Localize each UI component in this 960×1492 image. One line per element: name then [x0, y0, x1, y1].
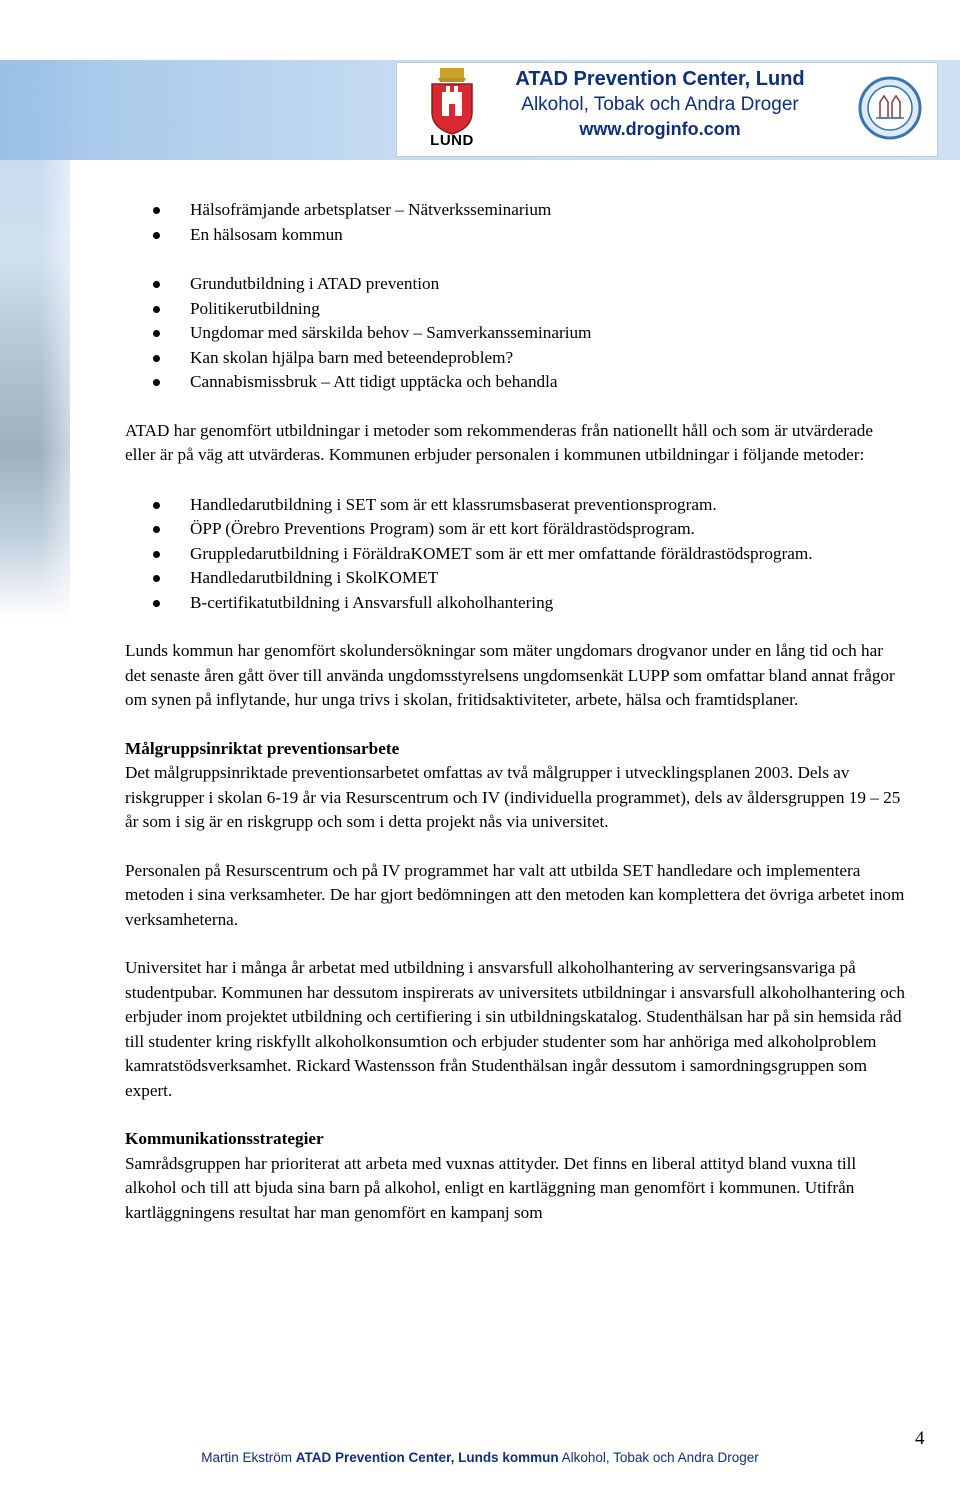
list-item: Politikerutbildning — [125, 297, 905, 322]
page-number: 4 — [915, 1428, 925, 1449]
footer — [0, 1450, 960, 1465]
paragraph: Universitet har i många år arbetat med utbildning i ansvarsfull alkoholhantering av serveringsansvariga på studentpubar. Kommunen har dessutom inspirerats av universitets utbildningar i ansvarsfull alkoholhantering och erbjuder inom projektet utbildning och certifiering i sin utbildningskatalog. Studenthälsan har på sin hemsida råd till studenter kring riskfyllt alkoholkonsumtion och erbjuder studenter som har anhöriga med alkoholproblem kamratstödsverksamhet. Rickard Wastensson från Studenthälsan ingår dessutom i samordningsgruppen som expert. — [125, 958, 905, 1100]
bullet-list-3 — [125, 493, 905, 616]
footer-author: Martin Ekström — [201, 1450, 293, 1465]
section-heading: Målgruppsinriktat preventionsarbete — [125, 738, 400, 758]
list-item: Hälsofrämjande arbetsplatser – Nätverksseminarium — [125, 198, 905, 223]
section-heading: Kommunikationsstrategier — [125, 1129, 324, 1148]
list-item: Cannabismissbruk – Att tidigt upptäcka och behandla — [125, 370, 905, 395]
paragraph: Personalen på Resurscentrum och på IV programmet har valt att utbilda SET handledare och implementera metoden i sina verksamheter. De har gjort bedömningen att den metoden kan komplettera det övriga arbetet inom verksamheterna. — [125, 860, 905, 929]
list-item: ÖPP (Örebro Preventions Program) som är ett kort föräldrastödsprogram. — [125, 517, 905, 542]
list-item: Handledarutbildning i SET som är ett klassrumsbaserat preventionsprogram. — [125, 493, 905, 518]
lund-label: LUND — [430, 132, 474, 149]
list-item: Ungdomar med särskilda behov – Samverkansseminarium — [125, 321, 905, 346]
header-url[interactable]: www.droginfo.com — [579, 119, 741, 139]
paragraph: Lunds kommun har genomfört skolundersökningar som mäter ungdomars drogvanor under en lång tid och har det senaste åren gått över till använda ungdomsstyrelsens ungdomsenkät LUPP som omfattar bland annat frågor om synen på inflytande, hur unga trivs i skolan, fritidsaktiviteter, arbete, hälsa och framtidsplaner. — [125, 641, 895, 709]
bullet-list-1 — [125, 198, 905, 247]
header-title: ATAD Prevention Center, Lund — [515, 68, 805, 90]
paragraph: Det målgruppsinriktade preventionsarbetet omfattas av två målgrupper i utvecklingsplanen 2003. Dels av riskgrupper i skolan 6-19 år via Resurscentrum och IV (individuella programmet), dels av åldersgruppen 19 – 25 år som i sig är en riskgrupp och som i detta projekt nås via universitet. — [125, 763, 901, 831]
footer-tagline: Alkohol, Tobak och Andra Droger — [561, 1450, 759, 1465]
list-item: En hälsosam kommun — [125, 223, 905, 248]
list-item: Grundutbildning i ATAD prevention — [125, 272, 905, 297]
header-subtitle: Alkohol, Tobak och Andra Droger — [521, 94, 799, 115]
paragraph: Samrådsgruppen har prioriterat att arbeta med vuxnas attityder. Det finns en liberal attityd bland vuxna till alkohol och till att bjuda sina barn på alkohol, enligt en kartläggning man genomfört i kommunen. Utifrån kartläggningens resultat har man genomfört en kampanj som — [125, 1153, 857, 1222]
list-item: B-certifikatutbildning i Ansvarsfull alkoholhantering — [125, 591, 905, 616]
document-body — [125, 198, 905, 1225]
list-item: Gruppledarutbildning i FöräldraKOMET som är ett mer omfattande föräldrastödsprogram. — [125, 542, 905, 567]
bullet-list-2 — [125, 272, 905, 395]
list-item: Kan skolan hjälpa barn med beteendeproblem? — [125, 346, 905, 371]
list-item: Handledarutbildning i SkolKOMET — [125, 566, 905, 591]
paragraph: ATAD har genomfört utbildningar i metoder som rekommenderas från nationellt håll och som är utvärderade eller är på väg att utvärderas. Kommunen erbjuder personalen i kommunen utbildningar i följande metoder: — [125, 420, 873, 464]
droginfo-logo-icon — [858, 76, 922, 140]
footer-center: ATAD Prevention Center, Lunds kommun — [295, 1450, 559, 1465]
